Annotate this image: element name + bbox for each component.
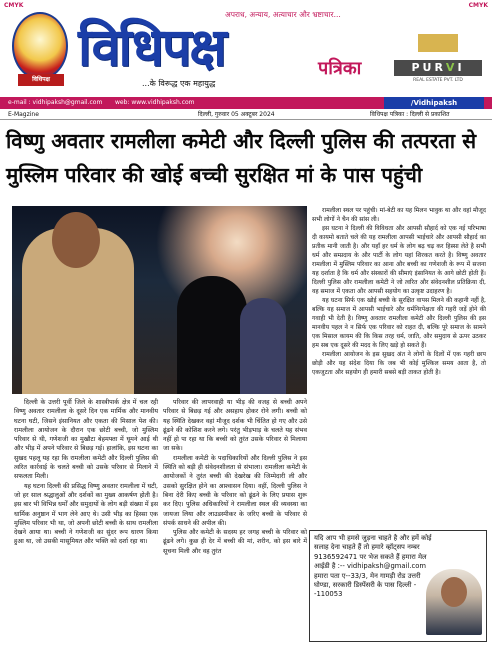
paragraph: यह घटना सिर्फ एक खोई बच्ची के सुरक्षित वापस मिलने की कहानी नहीं है, बल्कि यह समाज में आपसी भाईचारे और धर्मनिरपेक्षता की गहरी जड़ें होने की गवाही भी देती है। विष्णु अवतार रामलीला कमेटी और दिल्ली पुलिस की इस मानवीय पहल ने न सिर्फ एक परिवार को राहत दी, बल्कि पूरे समाज के सामने एक मिसाल कायम की कि किस तरह धर्म, जाति, और समुदाय से ऊपर उठकर हम सब एक दूसरे की मदद के लिए खड़े हो सकते हैं।	[312, 297, 486, 349]
emblem-logo	[12, 12, 68, 80]
officer-head	[52, 212, 100, 268]
contact-advert	[309, 530, 487, 642]
mother-figure	[177, 276, 247, 394]
masthead-subtitle: ...के विरूद्ध एक महायुद्ध	[142, 79, 216, 88]
article-column-2	[163, 398, 307, 556]
advert-text: यदि आप भी हमसे जुड़ना चाहते है और हमें कोई सलाह देना चाहते हैं तो हमारे व्हॉट्सप नम्बर 9136592471 पर भेज सकते हैं हमारा मेल आईडी है :-- vidhipaksh@gmail.com हमारा पता ए--33/3, मेन गामड़ी रोड उत्तरी घोण्डा, सरकारी डिस्पेंसरी के पास दिल्ली --110053	[314, 534, 432, 599]
building-icon	[418, 34, 458, 52]
paragraph: रामलीला कमेटी के पदाधिकारियों और दिल्ली पुलिस ने इस स्थिति को बड़ी ही संवेदनशीलता से संभाला। रामलीला कमेटी के आयोजकों ने तुरंत बच्ची की देखरेख की जिम्मेदारी ली और उसको सुरक्षित होने का आश्वासन दिया। वहीं, दिल्ली पुलिस ने बिना देरी किए बच्ची के परिवार को ढूंढने के लिए प्रयास शुरू कर दिए। पुलिस अधिकारियों ने रामलीला स्थल की व्यवस्था का जायजा लिया और लाउडस्पीकर के जरिए बच्ची के परिवार से संपर्क साधने की अपील की।	[163, 454, 307, 527]
article-column-1	[14, 398, 158, 547]
date-line: दिल्ली, गुरुवार 05 अक्टूबर 2024	[198, 111, 275, 118]
newspaper-title: विधिपक्ष	[78, 17, 225, 78]
paragraph: परिवार की लापरवाही या भीड़ की वजह से बच्ची अपने परिवार से बिछड़ गई और असहाय होकर रोने लगी। बच्ची को यह स्थिति देखकर वहां मौजूद दर्शक भी चिंतित हो गए और उसे ढूंढने की कोशिश करने लगे। परंतु भीड़भाड़ के चलते यह संभव नहीं हो पा रहा था कि बच्ची को तुरंत उसके परिवार से मिलाया जा सके।	[163, 399, 307, 453]
website-text: web: www.vidhipaksh.com	[115, 99, 195, 106]
cmyk-mark-left: CMYK	[4, 2, 24, 9]
editor-photo	[426, 569, 482, 635]
patrika-label: पत्रिका	[318, 58, 362, 79]
paragraph: रामलीला आयोजन के इस सुखद अंत ने लोगों के दिलों में एक गहरी छाप छोड़ी और यह संदेश दिया कि जब भी कोई मुश्किल समय आता है, तो एकजुटता और सहयोग ही हमारी सबसे बड़ी ताकत होती है।	[312, 351, 486, 376]
advertiser-name-part: I	[457, 61, 465, 74]
masthead	[0, 8, 492, 96]
advertiser-subtitle: REAL ESTATE PVT. LTD	[413, 78, 463, 83]
social-handle: /Vidhipaksh	[384, 97, 484, 109]
paragraph: दिल्ली के उत्तरी पूर्वी जिले के शास्त्रीपार्क क्षेत्र में चल रही विष्णु अवतार रामलीला के दूसरे दिन एक मार्मिक और मानवीय घटना घटी, जिसने इंसानियत और एकता की मिसाल पेश की। रामलीला आयोजन के दौरान एक छोटी बच्ची, जो मुस्लिम परिवार से थी, गणेशजी का मुखौटा बेहमफ्ता में घूमने आई थी और भीड़ में अपने परिवार से बिछड़ गई। हालांकि, इस घटना का सुखद पहलू यह रहा कि रामलीला कमेटी और दिल्ली पुलिस की त्वरित कार्रवाई के चलते बच्ची को उसके परिवार से मिलाने में सफलता मिली।	[14, 399, 158, 481]
article-column-3	[312, 206, 486, 377]
logo-label: विधिपक्ष	[18, 74, 64, 86]
cmyk-mark-right: CMYK	[468, 2, 488, 9]
editor-face	[441, 577, 467, 607]
contact-bar	[0, 97, 492, 109]
headline: विष्णु अवतार रामलीला कमेटी और दिल्ली पुलिस की तत्परता से मुस्लिम परिवार की खोई बच्ची सुरक्षित मां के पास पहुंची	[6, 129, 477, 187]
news-photo	[12, 206, 307, 394]
advertiser-name-accent: V	[445, 61, 458, 74]
email-text: e-mail : vidhipaksh@gmail.com	[8, 99, 103, 106]
child-figure	[240, 298, 286, 394]
advertiser-name	[394, 60, 482, 76]
advertiser-logo	[392, 18, 484, 92]
paragraph: यह घटना दिल्ली की प्रसिद्ध विष्णु अवतार रामलीला में घटी, जो हर साल श्रद्धालुओं और दर्शकों का मुख्य आकर्षण होती है। इस बार भी विभिन्न धर्मों और समुदायों के लोग बड़ी संख्या में इस धार्मिक अनुष्ठान में भाग लेने आए थे। उसी भीड़ का हिस्सा एक मुस्लिम परिवार भी था, जो अपनी छोटी बच्ची के साथ रामलीला देखने आया था। बच्ची ने गणेशजी का सुंदर रूप धारण किया हुआ था, जो उसकी मासूमियत और भक्ति को दर्शा रहा था।	[14, 482, 158, 546]
info-bar	[0, 110, 492, 120]
paragraph: इस घटना ने दिल्ली की विविधता और आपसी सौहार्द को एक नई परिभाषा दी कायमो बताते चले की यह रामलीला आपसी भाईचारे और आपसी सौहार्द का प्रतीक मानी जाती है। और यहाँ हर धर्म के लोग बढ़ चढ़ कर हिस्सा लेते है सभी धर्म और सम्प्रदाय के और पार्टी के लोग यहां शिरकत करते है। विष्णु अवतार रामलीला में मुस्लिम परिवार का आना और बच्ची का गणेशजी के रूप में सजना यह दर्शाता है कि धर्म और संस्कारों की सीमाएं इंसानियत के आगे छोटी होती हैं। दिल्ली पुलिस और रामलीला कमेटी ने जो त्वरित और संवेदनशील प्रतिक्रिया दी, वह समाज में एकता और आपसी सहयोग का उत्कृष्ट उदाहरण है।	[312, 225, 486, 295]
tagline: अपराध, अन्याय, अत्याचार और भ्रष्टाचार...	[225, 10, 341, 19]
edition-label: E-Magzine	[8, 111, 39, 118]
paragraph: रामलीला स्थल पर पहुंची। मां-बेटी का यह मिलन भावुक था और वहां मौजूद सभी लोगों ने चैन की सांस ली।	[312, 207, 486, 223]
advertiser-name-part: PUR	[411, 61, 446, 74]
publisher-line: विधिपक्ष पत्रिका : दिल्ली से प्रकाशित	[370, 111, 450, 118]
paragraph: पुलिस और कमेटी के सदस्य हर जगह बच्ची के परिवार को ढूंढने लगे। कुछ ही देर में बच्ची की मां, शरीन, को इस बारे में सूचना मिली और वह तुरंत	[163, 529, 307, 555]
